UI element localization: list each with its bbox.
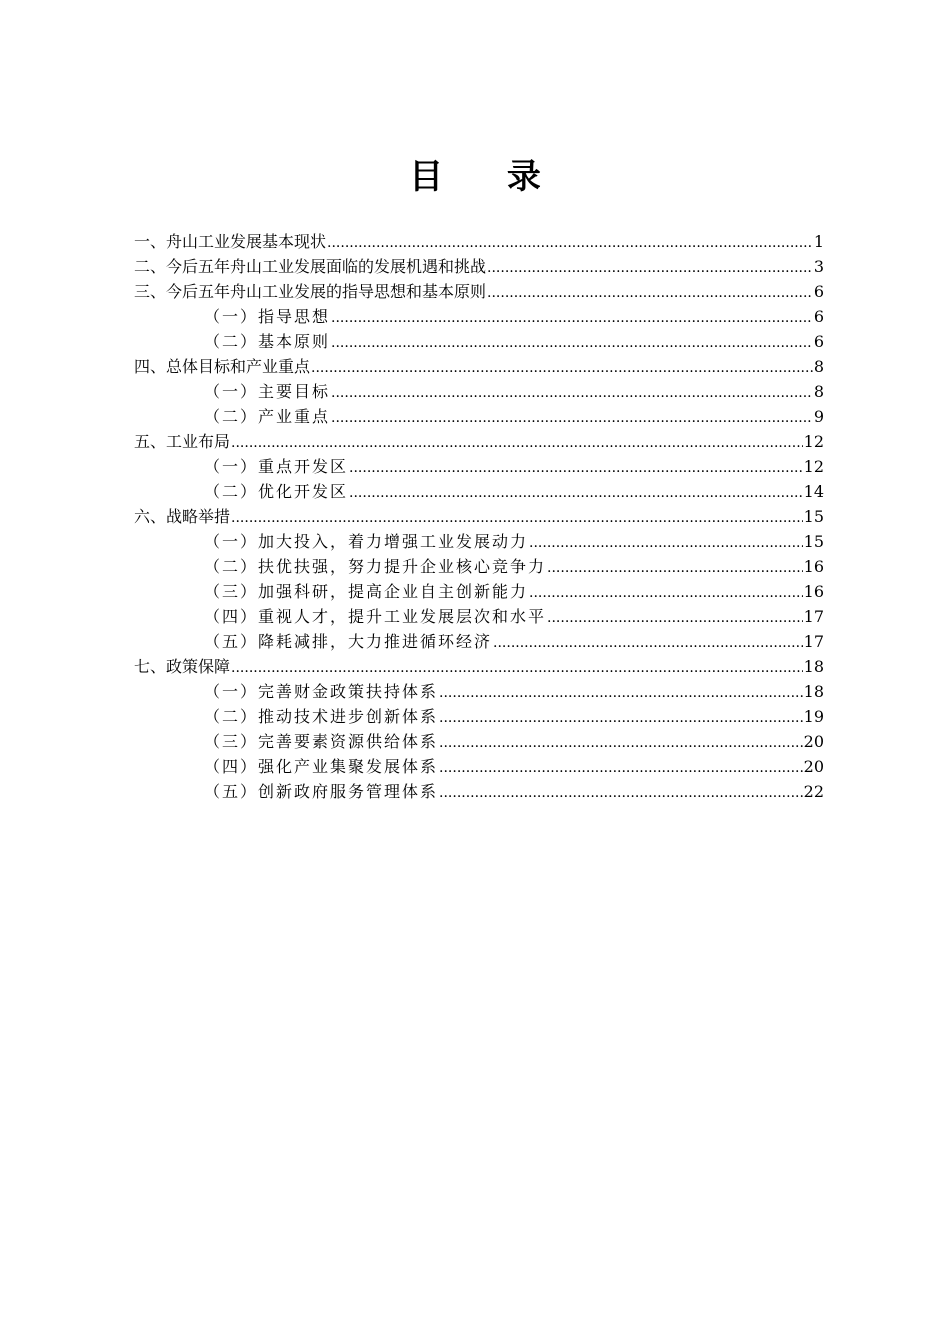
toc-entry[interactable] xyxy=(134,279,824,304)
toc-subentry[interactable] xyxy=(134,329,824,354)
toc-entry[interactable] xyxy=(134,229,824,254)
toc-title: 目 录 xyxy=(409,157,567,197)
toc-entry-text: 三、今后五年舟山工业发展的指导思想和基本原则 xyxy=(134,282,487,301)
toc-entry-page: 15 xyxy=(803,507,824,526)
toc-entry-text: 五、工业布局 xyxy=(134,432,231,451)
toc-entry-text: （三）加强科研，提高企业自主创新能力 xyxy=(204,582,529,601)
toc-entry-page: 18 xyxy=(803,682,824,701)
toc-entry-text: （五）降耗减排，大力推进循环经济 xyxy=(204,632,493,651)
toc-entry-text: （二）推动技术进步创新体系 xyxy=(204,707,439,726)
toc-entry-page: 12 xyxy=(803,457,824,476)
toc-entry-page: 8 xyxy=(813,382,824,401)
toc-entry-page: 17 xyxy=(803,632,824,651)
toc-leader-dots xyxy=(487,281,813,306)
toc-entry-page: 6 xyxy=(813,282,824,301)
toc-subentry[interactable] xyxy=(134,704,824,729)
toc-leader-dots xyxy=(547,556,803,581)
toc-entry-text: 二、今后五年舟山工业发展面临的发展机遇和挑战 xyxy=(134,257,487,276)
toc-leader-dots xyxy=(439,681,803,706)
toc-entry-text: （二）扶优扶强，努力提升企业核心竞争力 xyxy=(204,557,547,576)
toc-subentry[interactable] xyxy=(134,579,824,604)
toc-leader-dots xyxy=(327,231,813,256)
toc-entry-text: （五）创新政府服务管理体系 xyxy=(204,782,439,801)
toc-subentry[interactable] xyxy=(134,454,824,479)
toc-leader-dots xyxy=(349,481,803,506)
toc-entry-page: 19 xyxy=(803,707,824,726)
toc-entry-text: 四、总体目标和产业重点 xyxy=(134,357,311,376)
toc-subentry[interactable] xyxy=(134,479,824,504)
toc-entry-page: 17 xyxy=(803,607,824,626)
toc-entry-text: （二）优化开发区 xyxy=(204,482,349,501)
toc-entry-text: （四）强化产业集聚发展体系 xyxy=(204,757,439,776)
toc-leader-dots xyxy=(529,581,803,606)
toc-subentry[interactable] xyxy=(134,679,824,704)
toc-entry-page: 3 xyxy=(813,257,824,276)
toc-list xyxy=(134,229,824,804)
toc-subentry[interactable] xyxy=(134,529,824,554)
toc-entry-page: 16 xyxy=(803,582,824,601)
toc-leader-dots xyxy=(231,431,803,456)
toc-subentry[interactable] xyxy=(134,604,824,629)
toc-entry-text: 七、政策保障 xyxy=(134,657,231,676)
toc-entry-page: 15 xyxy=(803,532,824,551)
toc-leader-dots xyxy=(331,406,813,431)
toc-subentry[interactable] xyxy=(134,729,824,754)
toc-leader-dots xyxy=(547,606,803,631)
toc-entry-page: 14 xyxy=(803,482,824,501)
toc-entry-text: （一）指导思想 xyxy=(204,307,331,326)
toc-entry[interactable] xyxy=(134,354,824,379)
toc-subentry[interactable] xyxy=(134,779,824,804)
toc-leader-dots xyxy=(529,531,803,556)
toc-entry-page: 12 xyxy=(803,432,824,451)
toc-entry[interactable] xyxy=(134,429,824,454)
toc-leader-dots xyxy=(487,256,813,281)
toc-entry-text: （一）主要目标 xyxy=(204,382,331,401)
toc-entry-text: 一、舟山工业发展基本现状 xyxy=(134,232,327,251)
toc-leader-dots xyxy=(439,731,803,756)
toc-subentry[interactable] xyxy=(134,629,824,654)
toc-entry[interactable] xyxy=(134,504,824,529)
toc-leader-dots xyxy=(331,381,813,406)
toc-entry-text: （一）重点开发区 xyxy=(204,457,349,476)
toc-entry-page: 16 xyxy=(803,557,824,576)
toc-subentry[interactable] xyxy=(134,754,824,779)
toc-entry[interactable] xyxy=(134,254,824,279)
toc-entry-text: （一）完善财金政策扶持体系 xyxy=(204,682,439,701)
toc-entry-text: （三）完善要素资源供给体系 xyxy=(204,732,439,751)
toc-entry-page: 1 xyxy=(813,232,824,251)
toc-entry-page: 9 xyxy=(813,407,824,426)
toc-entry-page: 18 xyxy=(803,657,824,676)
toc-entry-page: 6 xyxy=(813,332,824,351)
toc-entry-text: （一）加大投入，着力增强工业发展动力 xyxy=(204,532,529,551)
toc-leader-dots xyxy=(493,631,803,656)
toc-leader-dots xyxy=(231,506,803,531)
toc-entry-page: 20 xyxy=(803,732,824,751)
toc-entry-page: 22 xyxy=(803,782,824,801)
toc-subentry[interactable] xyxy=(134,404,824,429)
toc-entry-page: 6 xyxy=(813,307,824,326)
toc-entry[interactable] xyxy=(134,654,824,679)
toc-subentry[interactable] xyxy=(134,554,824,579)
toc-entry-page: 8 xyxy=(813,357,824,376)
toc-leader-dots xyxy=(349,456,803,481)
toc-leader-dots xyxy=(439,756,803,781)
toc-leader-dots xyxy=(331,306,813,331)
toc-entry-page: 20 xyxy=(803,757,824,776)
toc-leader-dots xyxy=(331,331,813,356)
toc-entry-text: 六、战略举措 xyxy=(134,507,231,526)
toc-leader-dots xyxy=(231,656,803,681)
toc-entry-text: （二）产业重点 xyxy=(204,407,331,426)
toc-leader-dots xyxy=(439,781,803,806)
toc-leader-dots xyxy=(439,706,803,731)
toc-leader-dots xyxy=(311,356,813,381)
toc-entry-text: （四）重视人才，提升工业发展层次和水平 xyxy=(204,607,547,626)
toc-subentry[interactable] xyxy=(134,304,824,329)
toc-entry-text: （二）基本原则 xyxy=(204,332,331,351)
toc-subentry[interactable] xyxy=(134,379,824,404)
